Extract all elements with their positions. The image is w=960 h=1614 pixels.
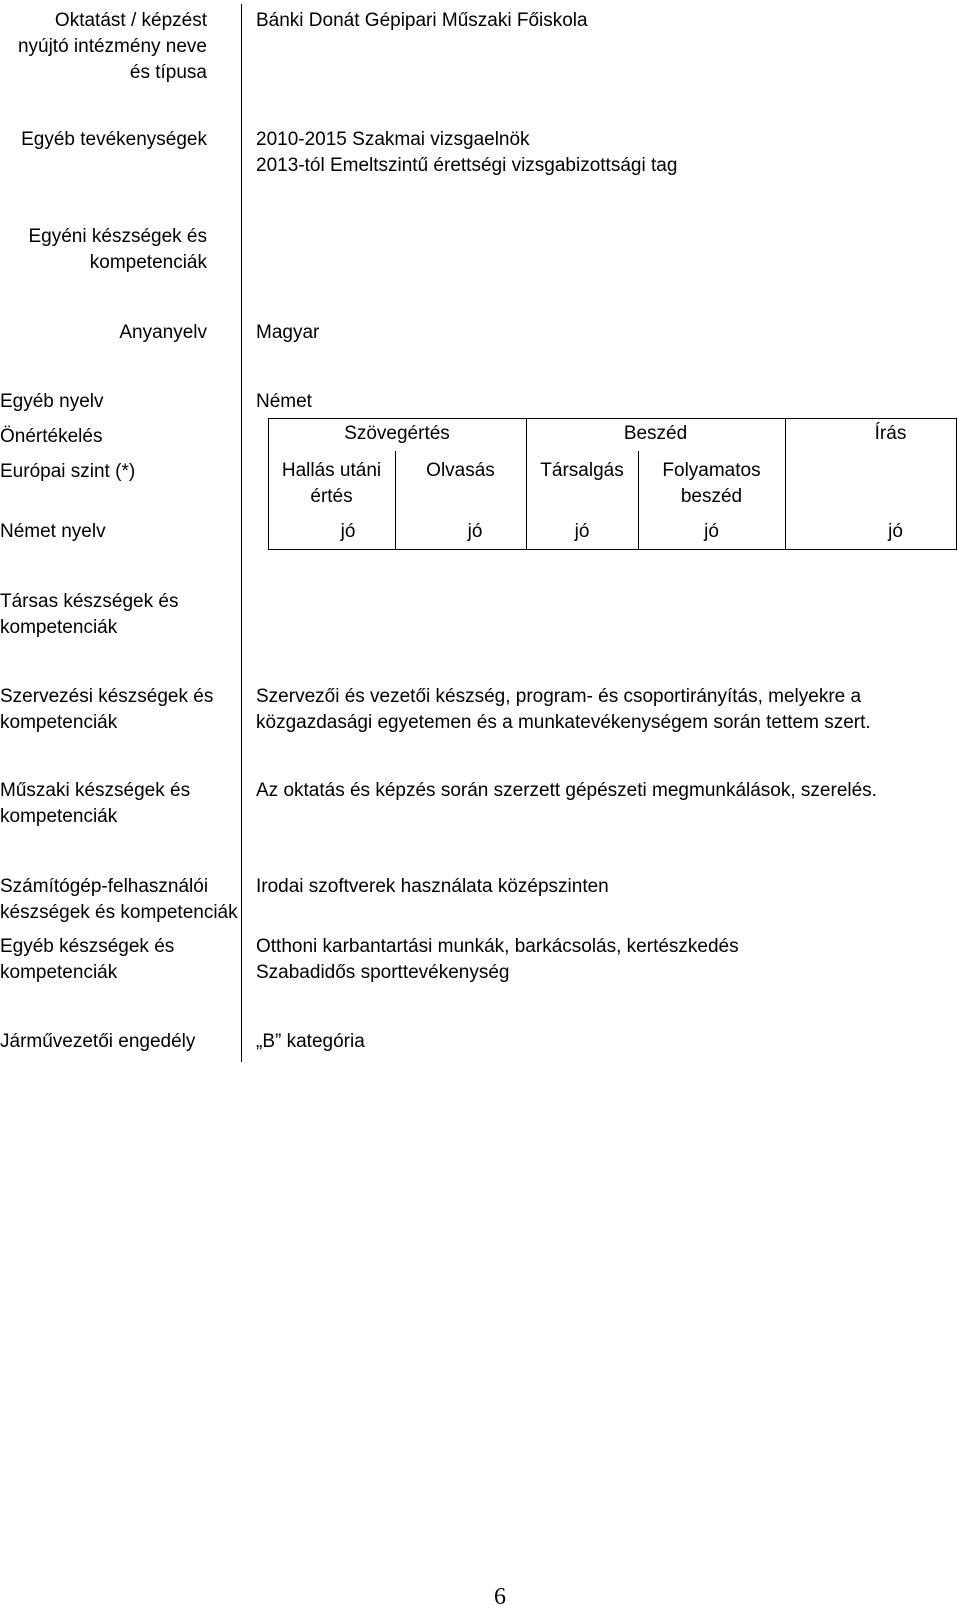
other-skills-value: Otthoni karbantartási munkák, barkácsolás, kertészkedés Szabadidős sporttevékenység <box>256 936 739 983</box>
other-activities-label: Egyéb tevékenységek <box>21 129 207 150</box>
mother-tongue-label: Anyanyelv <box>119 322 207 343</box>
group-header-comprehension: Szövegértés <box>344 423 450 444</box>
other-skills-label: Egyéb készségek és kompetenciák <box>0 936 175 983</box>
subheader-interaction: Társalgás <box>540 460 624 481</box>
group-header-writing: Írás <box>874 423 907 444</box>
table-bottom-border <box>268 549 957 550</box>
organisational-skills-value: Szervezői és vezetői készség, program- és csoportirányítás, melyekre a közgazdasági egyetemen és a munkatevékenységem során tettem szert. <box>256 686 871 733</box>
rating-listening: jó <box>340 521 356 542</box>
subheader-listening: Hallás utáni értés <box>281 460 382 507</box>
rating-writing: jó <box>888 521 903 542</box>
table-top-border <box>268 418 957 419</box>
other-language-value: Német <box>256 391 312 412</box>
german-language-label: Német nyelv <box>0 521 106 542</box>
mother-tongue-value: Magyar <box>256 322 320 343</box>
table-right-border <box>956 418 957 550</box>
rating-reading: jó <box>467 521 483 542</box>
language-table <box>268 418 957 550</box>
group-header-speaking: Beszéd <box>623 423 688 444</box>
driving-licence-value: „B” kategória <box>256 1031 365 1052</box>
self-assessment-label: Önértékelés <box>0 426 103 447</box>
institution-label: Oktatást / képzést nyújtó intézmény neve és típusa <box>17 10 207 83</box>
subheader-production: Folyamatos beszéd <box>662 460 761 507</box>
organisational-skills-label: Szervezési készségek és kompetenciák <box>0 686 214 733</box>
personal-skills-label: Egyéni készségek és kompetenciák <box>28 226 207 273</box>
computer-skills-label: Számítógép-felhasználói készségek és kompetenciák <box>0 876 238 923</box>
european-level-label: Európai szint (*) <box>0 461 136 482</box>
rating-production: jó <box>704 521 719 542</box>
other-language-label: Egyéb nyelv <box>0 391 104 412</box>
institution-value: Bánki Donát Gépipari Műszaki Főiskola <box>256 10 588 31</box>
computer-skills-value: Irodai szoftverek használata középszinten <box>256 876 609 897</box>
other-activities-value: 2010-2015 Szakmai vizsgaelnök 2013-tól Emeltszintű érettségi vizsgabizottsági tag <box>256 129 678 176</box>
technical-skills-label: Műszaki készségek és kompetenciák <box>0 780 191 827</box>
technical-skills-value: Az oktatás és képzés során szerzett gépészeti megmunkálások, szerelés. <box>256 780 877 801</box>
driving-licence-label: Járművezetői engedély <box>0 1031 196 1052</box>
rating-interaction: jó <box>574 521 590 542</box>
page-number: 6 <box>494 1584 506 1610</box>
social-skills-label: Társas készségek és kompetenciák <box>0 591 179 638</box>
subheader-reading: Olvasás <box>426 460 495 481</box>
column-divider <box>241 4 242 1062</box>
